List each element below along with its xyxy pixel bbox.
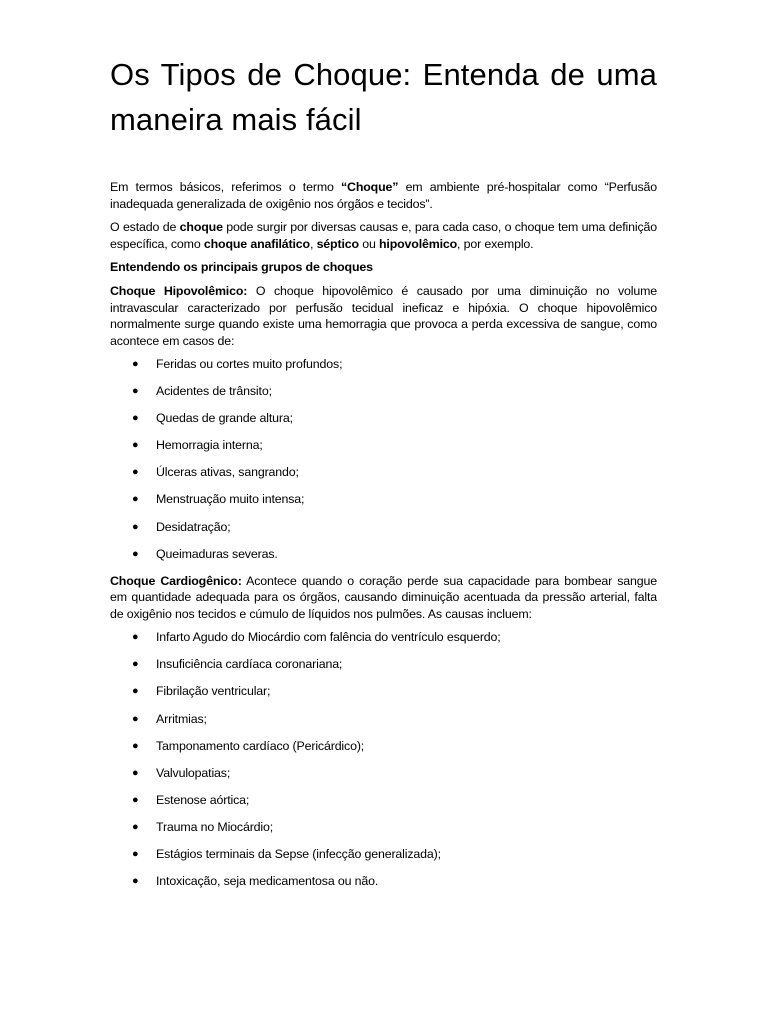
bullet-icon: ●: [132, 712, 139, 725]
bullet-icon: ●: [132, 439, 139, 452]
bullet-icon: ●: [132, 766, 139, 779]
bullet-icon: ●: [132, 466, 139, 479]
cardiogenic-list-item: [110, 629, 657, 646]
cardiogenic-causes-list: [110, 629, 657, 889]
definition-paragraph: [110, 219, 657, 252]
cardiogenic-list-item: [110, 711, 657, 728]
hypovolemic-list-item: [110, 519, 657, 536]
hypovolemic-list-item-text: Acidentes de trânsito;: [156, 384, 272, 399]
hypovolemic-text: O choque hipovolêmico é causado por uma diminuição no volume intravascular caracterizado por perfusão tecidual ineficaz e hipóxia. O choque hipovolêmico normalmente surge quando existe uma hemorragia que provoca a perda excessiva de sangue, como acontece em casos de:: [110, 284, 657, 348]
definition-term-septico: séptico: [316, 236, 359, 251]
cardiogenic-list-item: [110, 765, 657, 782]
bullet-icon: ●: [132, 412, 139, 425]
cardiogenic-list-item-text: Valvulopatias;: [156, 765, 231, 780]
definition-text-3: ,: [309, 236, 317, 251]
definition-term-hipovolemico: hipovolêmico: [378, 236, 458, 251]
document-page: [110, 52, 657, 900]
hypovolemic-paragraph: [110, 283, 657, 349]
bullet-icon: ●: [132, 520, 139, 533]
intro-term-choque: “Choque”: [341, 180, 399, 194]
hypovolemic-list-item-text: Feridas ou cortes muito profundos;: [156, 357, 343, 371]
hypovolemic-causes-list: [110, 356, 657, 562]
groups-heading: Entendendo os principais grupos de choques: [110, 260, 373, 274]
cardiogenic-list-item-text: Infarto Agudo do Miocárdio com falência do ventrículo esquerdo;: [156, 630, 501, 645]
cardiogenic-label: Choque Cardiogênico:: [110, 573, 242, 588]
cardiogenic-list-item: [110, 792, 657, 809]
bullet-icon: ●: [132, 875, 139, 888]
hypovolemic-list-item-text: Úlceras ativas, sangrando;: [156, 465, 299, 480]
cardiogenic-list-item-text: Tamponamento cardíaco (Pericárdico);: [156, 738, 365, 753]
bullet-icon: ●: [132, 739, 139, 752]
hypovolemic-list-item-text: Quedas de grande altura;: [156, 411, 293, 426]
bullet-icon: ●: [132, 658, 139, 671]
cardiogenic-text: Acontece quando o coração perde sua capacidade para bombear sangue em quantidade adequada para os órgãos, causando diminuição acentuada da pressão arterial, falta de oxigênio nos tecidos e cúmulo de líquidos nos pulmões. As causas incluem:: [110, 573, 658, 621]
bullet-icon: ●: [132, 685, 139, 698]
cardiogenic-list-item-text: Arritmias;: [156, 711, 207, 726]
cardiogenic-list-item-text: Fibrilação ventricular;: [156, 684, 271, 699]
hypovolemic-list-item: [110, 383, 657, 400]
intro-text-2: em ambiente pré-hospitalar como “Perfusão inadequada generalizada de oxigênio nos órgãos e tecidos”.: [110, 180, 657, 211]
hypovolemic-list-item: [110, 464, 657, 481]
bullet-icon: ●: [132, 848, 139, 860]
hypovolemic-list-item: [110, 410, 657, 427]
cardiogenic-paragraph: [110, 573, 657, 623]
bullet-icon: ●: [132, 547, 139, 560]
hypovolemic-list-item-text: Desidatração;: [156, 519, 231, 534]
cardiogenic-list-item: [110, 819, 657, 836]
bullet-icon: ●: [132, 358, 139, 370]
bullet-icon: ●: [132, 385, 139, 398]
bullet-icon: ●: [132, 793, 139, 806]
definition-term-anafilatico: choque anafilático: [203, 236, 310, 251]
cardiogenic-list-item-text: Trauma no Miocárdio;: [156, 819, 274, 834]
hypovolemic-list-item-text: Menstruação muito intensa;: [156, 492, 305, 507]
bullet-icon: ●: [132, 631, 139, 644]
intro-paragraph: [110, 179, 657, 212]
hypovolemic-label: Choque Hipovolêmico:: [110, 284, 248, 298]
cardiogenic-list-item-text: Estenose aórtica;: [156, 792, 250, 807]
hypovolemic-list-item: [110, 437, 657, 454]
hypovolemic-list-item: [110, 491, 657, 508]
cardiogenic-list-item: [110, 738, 657, 755]
document-title: Os Tipos de Choque: Entenda de uma maneira mais fácil: [110, 57, 657, 137]
hypovolemic-list-item: [110, 546, 657, 563]
cardiogenic-list-item: [110, 656, 657, 673]
cardiogenic-list-item-text: Estágios terminais da Sepse (infecção generalizada);: [156, 847, 441, 861]
cardiogenic-list-item: [110, 683, 657, 700]
definition-text-1: O estado de: [110, 220, 180, 234]
definition-text-4: ou: [358, 236, 379, 251]
hypovolemic-list-item-text: Hemorragia interna;: [156, 438, 263, 453]
intro-text-1: Em termos básicos, referimos o termo: [110, 180, 341, 194]
definition-text-2: pode surgir por diversas causas e, para cada caso, o choque tem uma definição específica, como: [110, 220, 657, 251]
definition-text-5: , por exemplo.: [457, 236, 534, 251]
cardiogenic-list-item-text: Insuficiência cardíaca coronariana;: [156, 657, 343, 672]
cardiogenic-list-item: [110, 846, 657, 863]
hypovolemic-list-item: [110, 356, 657, 373]
definition-term-choque: choque: [179, 220, 223, 234]
cardiogenic-list-item: [110, 873, 657, 890]
hypovolemic-list-item-text: Queimaduras severas.: [156, 546, 278, 561]
bullet-icon: ●: [132, 820, 139, 833]
cardiogenic-list-item-text: Intoxicação, seja medicamentosa ou não.: [156, 874, 379, 889]
bullet-icon: ●: [132, 493, 139, 506]
